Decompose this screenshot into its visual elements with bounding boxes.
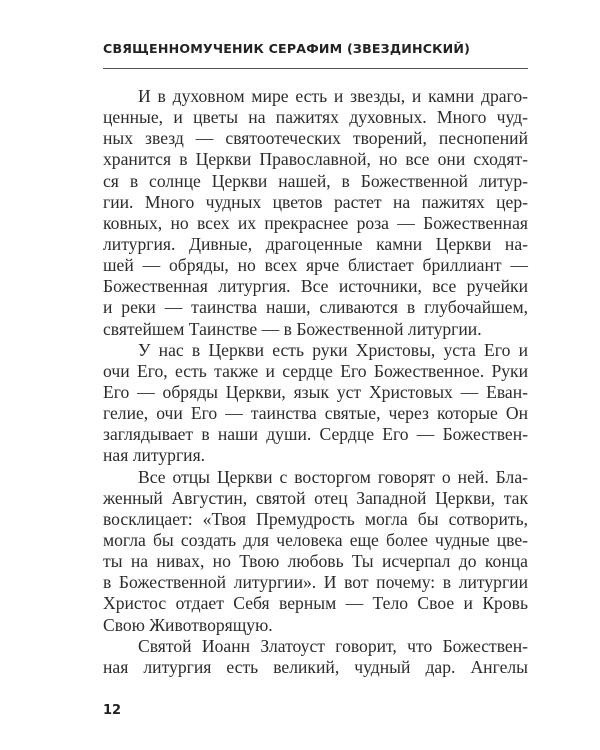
paragraph [103, 86, 528, 340]
text-line: хранится в Церкви Православной, но все они сходят- [103, 149, 528, 170]
text-line: ся в солнце Церкви нашей, в Божественной литур- [103, 170, 528, 191]
header-rule [103, 68, 528, 69]
text-line: У нас в Церкви есть руки Христовы, уста Его и [138, 339, 528, 360]
text-line: святейшем Таинстве — в Божественной литургии. [103, 318, 482, 339]
text-line: И в духовном мире есть и звезды, и камни драго- [138, 86, 528, 106]
paragraph [103, 467, 528, 636]
text-line: в Божественной литургии». И вот почему: в литургии [103, 572, 528, 593]
text-line: ты на нивах, но Твою любовь Ты исчерпал до конца [103, 551, 528, 572]
running-head: СВЯЩЕННОМУЧЕНИК СЕРАФИМ (ЗВЕЗДИНСКИЙ) [103, 41, 471, 56]
text-line: Христос отдает Себя верным — Тело Свое и Кровь [103, 593, 528, 614]
paragraph [103, 340, 528, 467]
text-line: Свою Животворящую. [103, 614, 273, 635]
text-line: могла бы создать для человека еще более чудные цве- [103, 529, 528, 550]
text-line: и реки — таинства наши, сливаются в глубочайшем, [103, 297, 528, 318]
text-line: ных звезд — святоотеческих творений, песнопений [103, 128, 528, 149]
text-line: очи Его, есть также и сердце Его Божественное. Руки [103, 360, 528, 381]
page-number: 12 [103, 703, 122, 718]
text-line: гии. Много чудных цветов растет на пажитях цер- [103, 191, 528, 212]
text-line: заглядывает в наши души. Сердце Его — Божествен- [103, 424, 528, 445]
text-line: ная литургия есть великий, чудный дар. Ангелы [103, 656, 528, 677]
text-line: ковных, но всех их прекраснее роза — Божественная [103, 212, 528, 233]
text-line: ная литургия. [103, 445, 206, 466]
text-line: ценные, и цветы на пажитях духовных. Много чуд- [103, 107, 528, 128]
text-line: Его — обряды Церкви, язык уст Христовых — Еван- [103, 381, 528, 402]
body-text [103, 86, 528, 678]
text-line: гелие, очи Его — таинства святые, через которые Он [103, 403, 528, 424]
text-line: шей — обряды, но всех ярче блистает бриллиант — [103, 255, 528, 276]
paragraph [103, 636, 528, 678]
text-line: женный Августин, святой отец Западной Церкви, так [103, 487, 528, 508]
text-line: Все отцы Церкви с восторгом говорят о ней. Бла- [138, 466, 528, 487]
text-line: восклицает: «Твоя Премудрость могла бы сотворить, [103, 508, 528, 529]
text-line: Божественная литургия. Все источники, все ручейки [103, 276, 528, 297]
text-line: Святой Иоанн Златоуст говорит, что Божествен- [138, 635, 528, 656]
text-line: литургия. Дивные, драгоценные камни Церкви на- [103, 233, 528, 254]
